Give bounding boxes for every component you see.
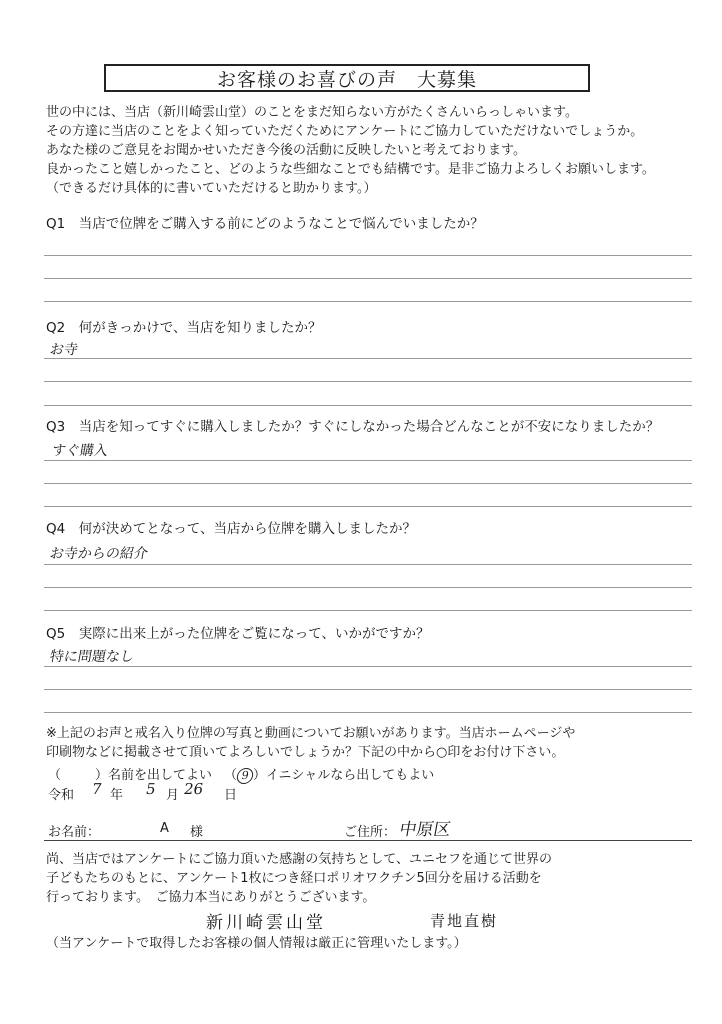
name-honorific: 様 bbox=[190, 825, 204, 840]
consent-line-1: ※上記のお声と戒名入り位牌の写真と動画についてお願いがあります。当店ホームページや bbox=[46, 726, 576, 741]
closing-line-2: 子どもたちのもとに、アンケート1枚につき経口ポリオワクチン5回分を届ける活動を bbox=[46, 871, 542, 886]
answer-line bbox=[44, 405, 692, 406]
address-label: ご住所： bbox=[344, 825, 397, 840]
answer-line bbox=[44, 255, 692, 256]
answer-line bbox=[44, 564, 692, 565]
answer-line bbox=[44, 460, 692, 461]
question-5-answer[interactable]: 特に問題なし bbox=[48, 649, 136, 665]
option-paren-open: （ bbox=[48, 768, 62, 783]
intro-line-2: その方達に当店のことをよく知っていただくためにアンケートにご協力していただけないでしょうか。 bbox=[46, 124, 644, 139]
intro-line-1: 世の中には、当店（新川崎雲山堂）のことをまだ知らない方がたくさんいらっしゃいます。 bbox=[46, 105, 578, 120]
question-1-label: Q1 当店で位牌をご購入する前にどのようなことで悩んでいましたか？ bbox=[46, 216, 484, 232]
option-label-initials: イニシャルなら出してもよい bbox=[266, 768, 435, 783]
date-year-value[interactable]: 7 bbox=[90, 780, 104, 798]
closing-line-1: 尚、当店ではアンケートにご協力頂いた感謝の気持ちとして、ユニセフを通じて世界の bbox=[46, 852, 552, 867]
name-address-divider bbox=[44, 840, 692, 841]
store-name: 新川崎雲山堂 bbox=[206, 913, 326, 933]
address-value[interactable]: 中原区 bbox=[397, 820, 453, 840]
date-day-value[interactable]: 26 bbox=[182, 780, 205, 798]
question-5-label: Q5 実際に出来上がった位牌をご覧になって、いかがですか？ bbox=[46, 626, 430, 642]
survey-title bbox=[104, 64, 590, 92]
owner-name: 青地直樹 bbox=[430, 912, 499, 930]
date-day-unit: 日 bbox=[224, 788, 238, 803]
date-era: 令和 bbox=[48, 788, 75, 803]
consent-line-2: 印刷物などに掲載させて頂いてよろしいでしょうか？下記の中から○印をお付け下さい。 bbox=[46, 745, 565, 760]
date-month-unit: 月 bbox=[166, 788, 180, 803]
name-label: お名前： bbox=[48, 825, 101, 840]
question-4-answer[interactable]: お寺からの紹介 bbox=[48, 546, 150, 562]
date-month-value[interactable]: 5 bbox=[144, 780, 158, 798]
answer-line bbox=[44, 506, 692, 507]
date-year-unit: 年 bbox=[110, 788, 124, 803]
option-paren-close: ） bbox=[253, 768, 267, 783]
intro-line-4: 良かったこと嬉しかったこと、どのような些細なことでも結構です。是非ご協力よろしくお願いします。 bbox=[46, 162, 655, 177]
answer-line bbox=[44, 712, 692, 713]
question-4-label: Q4 何が決めてとなって、当店から位牌を購入しましたか？ bbox=[46, 521, 416, 537]
answer-line bbox=[44, 301, 692, 302]
privacy-note: （当アンケートで取得したお客様の個人情報は厳正に管理いたします。） bbox=[46, 936, 467, 951]
survey-title-text: お客様のお喜びの声 大募集 bbox=[216, 68, 477, 91]
consent-option-initials[interactable] bbox=[224, 764, 434, 784]
closing-line-3: 行っております。 ご協力本当にありがとうございます。 bbox=[46, 890, 376, 905]
answer-line bbox=[44, 587, 692, 588]
answer-line bbox=[44, 381, 692, 382]
question-3-label: Q3 当店を知ってすぐに購入しましたか？すぐにしなかった場合どんなことが不安になりましたか？ bbox=[46, 419, 660, 435]
option-paren-open: （ bbox=[224, 768, 238, 783]
intro-line-3: あなた様のご意見をお聞かせいただき今後の活動に反映したいと考えております。 bbox=[46, 143, 526, 158]
name-value[interactable]: A bbox=[160, 821, 169, 836]
intro-line-5: （できるだけ具体的に書いていただけると助かります。） bbox=[46, 181, 377, 196]
answer-line bbox=[44, 689, 692, 690]
question-3-answer[interactable]: すぐ購入 bbox=[50, 443, 110, 459]
answer-line bbox=[44, 483, 692, 484]
answer-line bbox=[44, 278, 692, 279]
answer-line bbox=[44, 610, 692, 611]
option-circle-mark[interactable]: 9 bbox=[236, 768, 255, 784]
question-2-answer[interactable]: お寺 bbox=[48, 342, 80, 358]
answer-line bbox=[44, 358, 692, 359]
option-label-name: 名前を出してよい bbox=[108, 768, 213, 783]
question-2-label: Q2 何がきっかけで、当店を知りましたか？ bbox=[46, 320, 322, 336]
answer-line bbox=[44, 666, 692, 667]
option-paren-close: ） bbox=[95, 768, 109, 783]
